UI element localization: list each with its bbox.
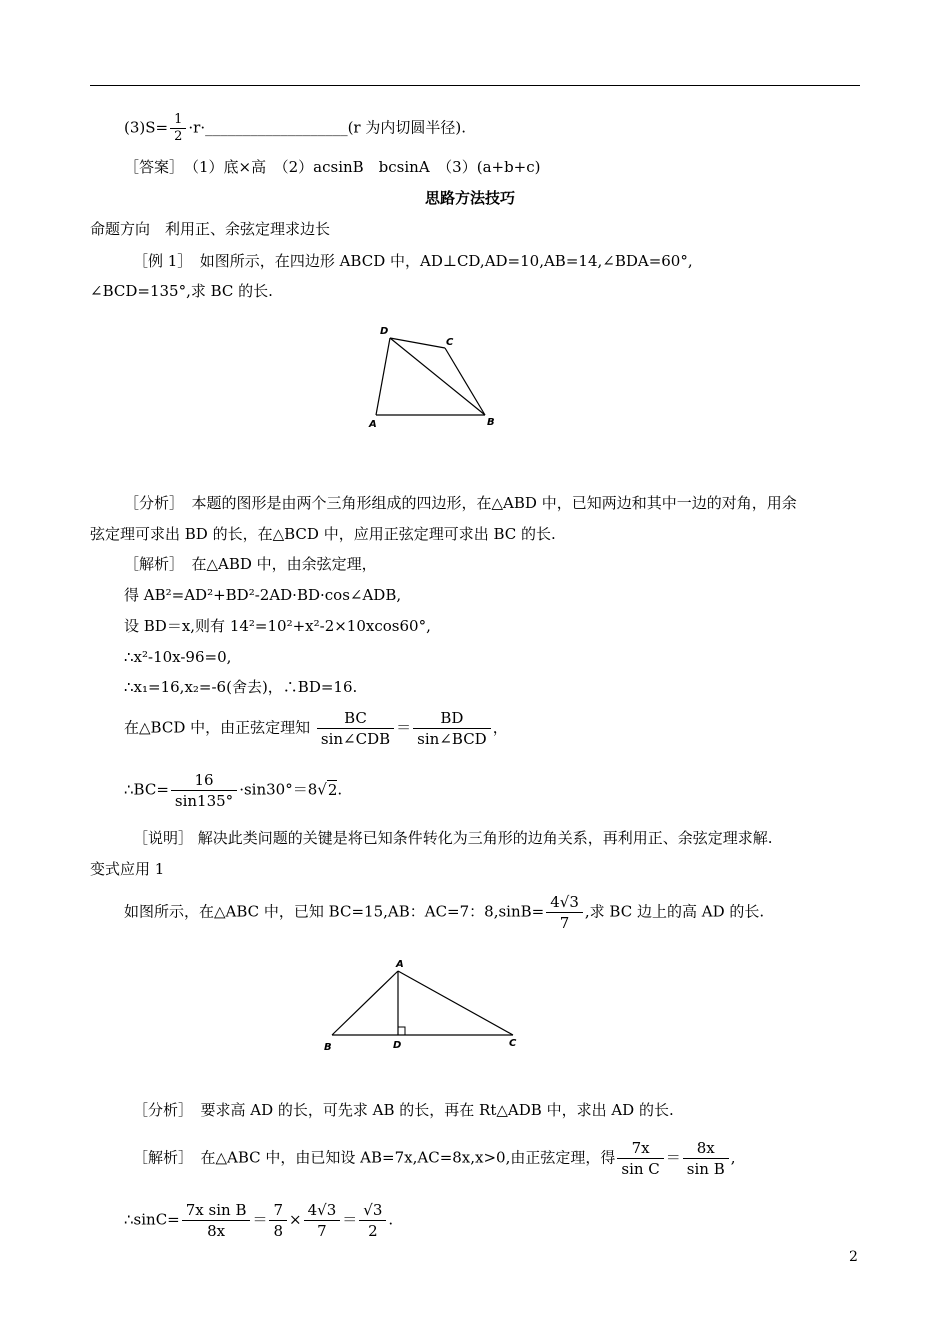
equals: ＝ <box>396 718 412 737</box>
sinc-result-line <box>124 1200 393 1241</box>
text: ·sin30°＝8 <box>239 780 318 799</box>
label-d: D <box>380 326 389 337</box>
times: × <box>289 1210 302 1229</box>
triangle-figure <box>318 955 530 1055</box>
fraction <box>170 112 186 145</box>
denominator: sin C <box>621 1160 660 1178</box>
numerator: 7x <box>617 1138 663 1159</box>
variant-problem-line <box>124 892 764 933</box>
solution-line: 得 AB²=AD²+BD²-2AD·BD·cos∠ADB, <box>124 586 402 604</box>
analysis-line: ［分析］ 本题的图形是由两个三角形组成的四边形，在△ABD 中，已知两边和其中一边的对角，用余 <box>124 494 797 512</box>
text: , <box>730 1148 736 1167</box>
denominator: sin∠BCD <box>417 730 487 748</box>
denominator: sin135° <box>174 792 234 810</box>
text: ,求 BC 边上的高 AD 的长. <box>584 902 765 921</box>
right-angle-mark <box>398 1027 405 1035</box>
header-rule <box>90 85 860 86</box>
page-number: 2 <box>849 1249 858 1265</box>
solution-line: ∴x²-10x-96=0, <box>124 648 232 666</box>
fraction <box>182 1200 251 1241</box>
label-b: B <box>487 417 495 428</box>
variant-solution-line <box>133 1138 736 1179</box>
edge-bc <box>445 348 485 415</box>
label-d: D <box>393 1040 402 1051</box>
edge-ad <box>376 338 390 415</box>
numerator: 1 <box>170 112 186 129</box>
solution-line: ［解析］ 在△ABD 中，由余弦定理， <box>124 555 377 573</box>
bc-result-line: ∴BC= $\frac{16}{\sin 135^\circ}$ ·sin30°＝8√2. <box>124 771 343 810</box>
diagonal-bd <box>390 338 485 415</box>
quadrilateral-figure <box>360 320 510 435</box>
solution-line: 设 BD＝x,则有 14²=10²+x²-2×10xcos60°, <box>124 617 431 635</box>
numerator: BC <box>317 708 394 729</box>
text: ∴BC= <box>124 780 169 799</box>
text: ［解析］ 在△ABC 中，由已知设 AB=7x,AC=8x,x>0,由正弦定理，得 <box>133 1148 616 1167</box>
denominator: 7 <box>559 914 570 932</box>
sine-law-line <box>124 708 508 749</box>
analysis-line: 弦定理可求出 BD 的长，在△BCD 中，应用正弦定理可求出 BC 的长. <box>90 525 556 543</box>
label-a: A <box>396 959 404 970</box>
text: 在△BCD 中，由正弦定理知 <box>124 718 311 737</box>
fraction <box>683 1138 729 1179</box>
denominator: sin B <box>686 1160 725 1178</box>
solution-line: ∴x₁=16,x₂=-6(舍去)，∴BD=16. <box>124 678 358 696</box>
numerator: 4√3 <box>546 892 583 913</box>
variant-analysis-line: ［分析］ 要求高 AD 的长，可先求 AB 的长，再在 Rt△ADB 中，求出 AD 的长. <box>133 1101 674 1119</box>
example-line: ［例 1］ 如图所示，在四边形 ABCD 中，AD⊥CD,AD=10,AB=14,∠BDA=60°, <box>133 252 693 270</box>
numerator: √3 <box>359 1200 386 1221</box>
numerator: 7x sin B <box>182 1200 251 1221</box>
equals: ＝ <box>342 1210 358 1229</box>
formula-line-area <box>124 112 466 145</box>
text: ∴sinC= <box>124 1210 180 1229</box>
text: . <box>337 780 343 799</box>
example-line: ∠BCD=135°,求 BC 的长. <box>90 282 273 300</box>
numerator: BD <box>413 708 491 729</box>
answer-text: ［答案］ （1）底×高 （2）acsinB bcsinA （3）(a+b+c) <box>124 158 541 176</box>
sqrt-radicand: 2 <box>327 780 338 799</box>
note-line: ［说明］ 解决此类问题的关键是将已知条件转化为三角形的边角关系，再利用正、余弦定理求解. <box>133 829 773 847</box>
text: ， <box>492 718 508 737</box>
text: (3)S= <box>124 118 169 137</box>
numerator: 8x <box>683 1138 729 1159</box>
edge-cd <box>390 338 445 348</box>
section-heading: 思路方法技巧 <box>425 189 516 207</box>
denominator: 8x <box>207 1222 226 1240</box>
edge-ac <box>398 971 513 1035</box>
equals: ＝ <box>252 1210 268 1229</box>
topic-line: 命题方向 利用正、余弦定理求边长 <box>90 220 331 238</box>
label-c: C <box>446 337 454 348</box>
denominator: 7 <box>317 1222 327 1240</box>
text: . <box>388 1210 394 1229</box>
label-c: C <box>509 1038 517 1049</box>
equals: ＝ <box>665 1148 681 1167</box>
fraction <box>269 1200 287 1241</box>
numerator: 4√3 <box>304 1200 341 1221</box>
numerator: 16 <box>171 770 237 791</box>
fraction <box>413 708 491 749</box>
edge-ab <box>332 971 398 1035</box>
fraction <box>546 892 583 933</box>
denominator: 2 <box>174 129 183 144</box>
label-b: B <box>324 1042 332 1053</box>
variant-heading: 变式应用 1 <box>90 860 165 878</box>
denominator: 2 <box>368 1222 378 1240</box>
fraction <box>304 1200 341 1241</box>
answer-line <box>124 157 541 177</box>
fraction <box>171 770 237 811</box>
fraction <box>617 1138 663 1179</box>
fraction <box>317 708 394 749</box>
numerator: 7 <box>269 1200 287 1221</box>
fraction <box>359 1200 386 1241</box>
text: ·r·___________________(r 为内切圆半径). <box>188 118 466 137</box>
denominator: sin∠CDB <box>320 730 391 748</box>
denominator: 8 <box>273 1222 284 1240</box>
text: 如图所示，在△ABC 中，已知 BC=15,AB：AC=7：8,sinB= <box>124 902 545 921</box>
label-a: A <box>369 419 377 430</box>
